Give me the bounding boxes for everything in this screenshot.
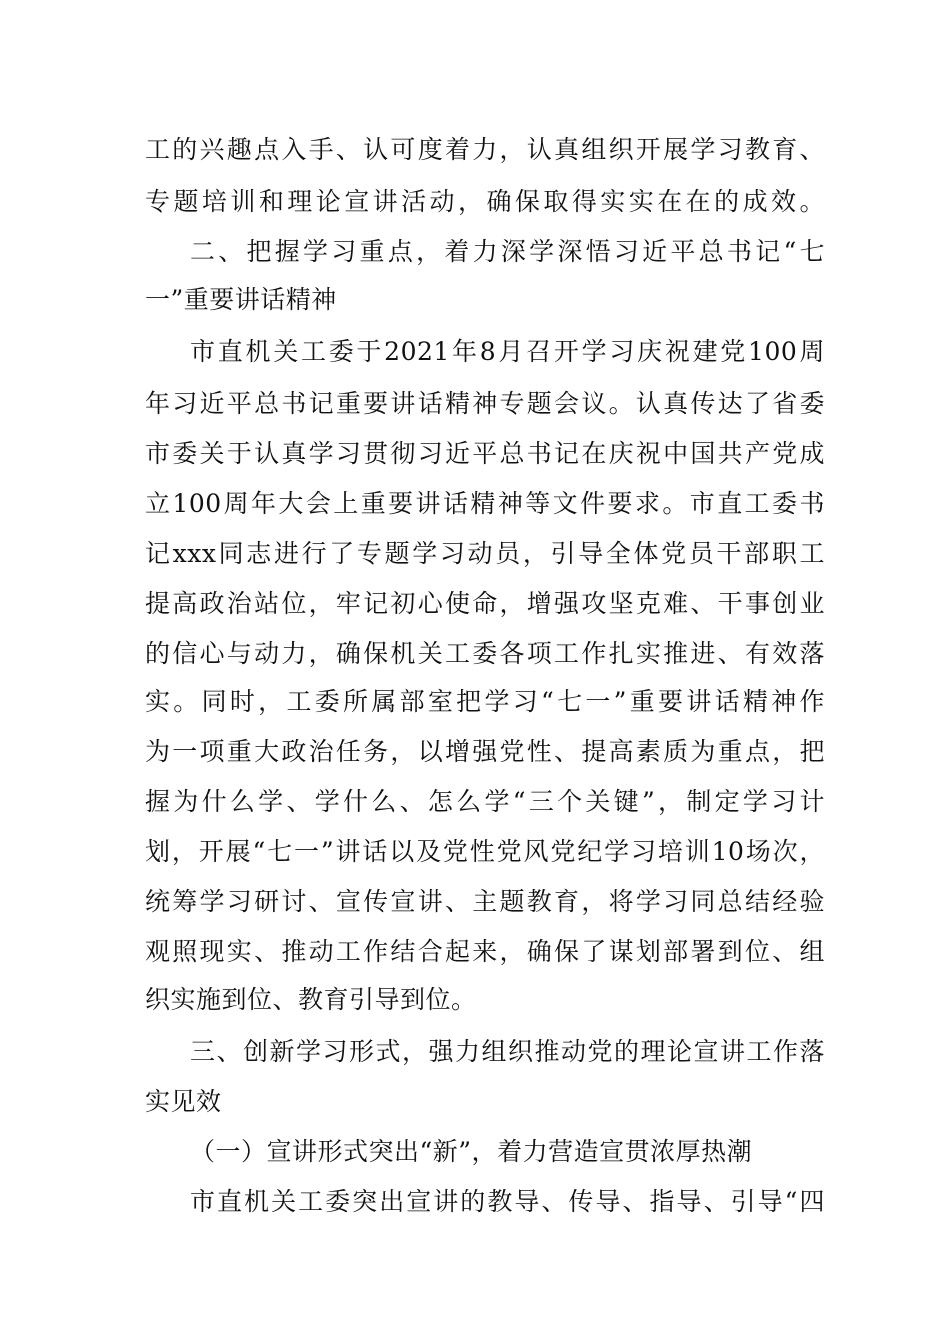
text-line: 观照现实、推动工作结合起来，确保了谋划部署到位、组 <box>145 937 825 966</box>
text-line: 为一项重大政治任务，以增强党性、提高素质为重点，把 <box>145 737 825 766</box>
section-heading-3: 三、创新学习形式，强力组织推动党的理论宣讲工作落 <box>190 1037 825 1066</box>
text-line: 年习近平总书记重要讲话精神专题会议。认真传达了省委 <box>145 389 825 418</box>
text-line: 专题培训和理论宣讲活动，确保取得实实在在的成效。 <box>145 187 825 216</box>
subsection-heading: （一）宣讲形式突出“新”，着力营造宣贯浓厚热潮 <box>190 1137 753 1166</box>
text-line: 统筹学习研讨、宣传宣讲、主题教育，将学习同总结经验 <box>145 887 825 916</box>
text-line: 提高政治站位，牢记初心使命，增强攻坚克难、干事创业 <box>145 589 825 618</box>
text-line: 实。同时，工委所属部室把学习“七一”重要讲话精神作 <box>145 687 825 716</box>
text-line: 的信心与动力，确保机关工委各项工作扎实推进、有效落 <box>145 639 825 668</box>
text-line: 记xxx同志进行了专题学习动员，引导全体党员干部职工 <box>145 539 825 568</box>
text-line: 工的兴趣点入手、认可度着力，认真组织开展学习教育、 <box>145 135 825 164</box>
text-line: 市委关于认真学习贯彻习近平总书记在庆祝中国共产党成 <box>145 439 825 468</box>
section-heading-2-cont: 一”重要讲话精神 <box>145 285 337 314</box>
text-line: 织实施到位、教育引导到位。 <box>145 985 477 1014</box>
section-heading-3-cont: 实见效 <box>145 1087 222 1116</box>
text-line: 划，开展“七一”讲话以及党性党风党纪学习培训10场次， <box>145 837 825 866</box>
text-line: 立100周年大会上重要讲话精神等文件要求。市直工委书 <box>145 489 825 518</box>
paragraph-start: 市直机关工委突出宣讲的教导、传导、指导、引导“四 <box>190 1187 825 1216</box>
paragraph-start: 市直机关工委于2021年8月召开学习庆祝建党100周 <box>190 337 825 366</box>
text-line: 握为什么学、学什么、怎么学“三个关键”，制定学习计 <box>145 787 825 816</box>
section-heading-2: 二、把握学习重点，着力深学深悟习近平总书记“七 <box>190 237 825 266</box>
